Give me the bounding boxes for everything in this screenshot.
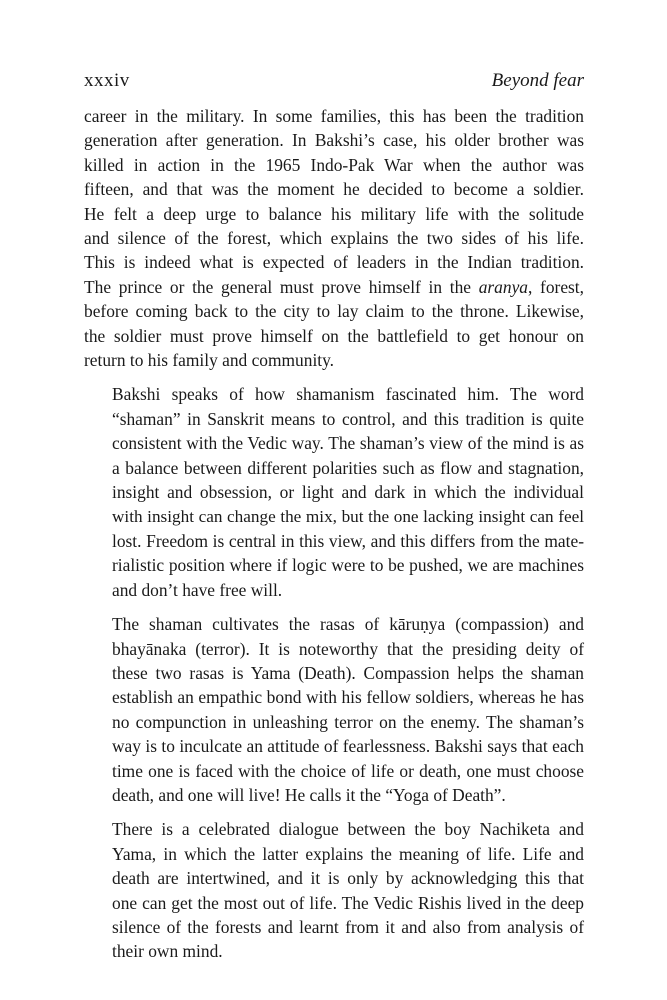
text-line: The shaman cultivates the rasas of kāruṇya (compassion) and <box>112 614 584 635</box>
paragraph-3 <box>84 612 584 807</box>
text-line: This is indeed what is expected of leaders in the Indian tradition. <box>84 252 584 273</box>
text-line: killed in action in the 1965 Indo-Pak War when the author was <box>84 154 584 175</box>
paragraph-2 <box>84 382 584 602</box>
text-line: rialistic position where if logic were to be pushed, we are machines <box>112 555 584 576</box>
text-line: before coming back to the city to lay claim to the throne. Likewise, <box>84 301 584 322</box>
text-line: return to his family and community. <box>84 350 335 371</box>
text-line: death, and one will live! He calls it the “Yoga of Death”. <box>112 784 506 805</box>
paragraph-4 <box>84 817 584 963</box>
text-line: these two rasas is Yama (Death). Compassion helps the shaman <box>112 662 584 683</box>
text-line: generation after generation. In Bakshi’s case, his older brother was <box>84 130 584 151</box>
text-line: lost. Freedom is central in this view, and this differs from the mate- <box>112 530 584 551</box>
text-segment: The prince or the general must prove himself in the <box>84 276 479 297</box>
text-line: time one is faced with the choice of life or death, one must choose <box>112 760 584 781</box>
text-line: insight and obsession, or light and dark in which the individual <box>112 482 584 503</box>
text-line: death are intertwined, and it is only by acknowledging this that <box>112 868 584 889</box>
text-line: consistent with the Vedic way. The shaman’s view of the mind is as <box>112 433 584 454</box>
text-line: fifteen, and that was the moment he decided to become a soldier. <box>84 179 584 200</box>
text-line: “shaman” in Sanskrit means to control, and this tradition is quite <box>112 408 584 429</box>
text-segment: , forest, <box>528 276 584 297</box>
text-line: the soldier must prove himself on the battlefield to get honour on <box>84 325 584 346</box>
running-head <box>84 70 584 100</box>
text-line: There is a celebrated dialogue between the boy Nachiketa and <box>112 819 584 840</box>
text-line: Bakshi speaks of how shamanism fascinated him. The word <box>112 384 584 405</box>
text-line: a balance between different polarities such as flow and stagnation, <box>112 457 584 478</box>
paragraph-1 <box>84 104 584 372</box>
chapter-title: Beyond fear <box>491 70 584 91</box>
text-line: way is to inculcate an attitude of fearlessness. Bakshi says that each <box>112 736 584 757</box>
text-line: career in the military. In some families, this has been the tradition <box>84 106 584 126</box>
italic-term-aranya: aranya <box>478 276 528 297</box>
text-line: and don’t have free will. <box>112 579 283 600</box>
text-line: establish an empathic bond with his fellow soldiers, whereas he has <box>112 687 584 708</box>
text-line: their own mind. <box>112 941 223 962</box>
text-line: one can get the most out of life. The Vedic Rishis lived in the deep <box>112 892 584 913</box>
text-line: with insight can change the mix, but the one lacking insight can feel <box>112 506 584 526</box>
text-line: silence of the forests and learnt from it and also from analysis of <box>112 917 584 937</box>
text-line: Yama, in which the latter explains the meaning of life. Life and <box>112 843 584 864</box>
text-line-with-italic <box>84 275 584 299</box>
text-line: bhayānaka (terror). It is noteworthy that the presiding deity of <box>112 638 584 659</box>
text-line: and silence of the forest, which explains the two sides of his life. <box>84 228 584 249</box>
page-number: xxxiv <box>84 70 130 91</box>
book-page <box>84 70 584 974</box>
text-line: He felt a deep urge to balance his military life with the solitude <box>84 203 584 224</box>
text-line: no compunction in unleashing terror on the enemy. The shaman’s <box>112 711 584 732</box>
